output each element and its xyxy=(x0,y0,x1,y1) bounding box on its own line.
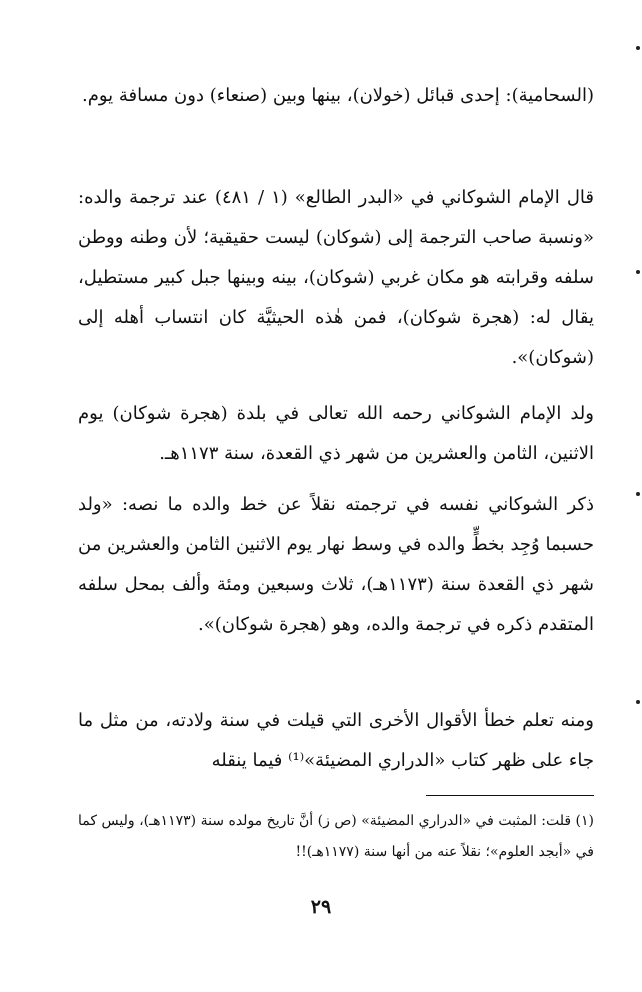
scan-mark xyxy=(636,700,640,704)
paragraph-2: قال الإمام الشوكاني في «البدر الطالع» (١ / ٤٨١) عند ترجمة والده: «ونسبة صاحب الترجمة إلى (شوكان) ليست حقيقية؛ لأن وطنه ووطن سلفه وقرابته هو مكان غربي (شوكان)، بينه وبينها جبل كبير مستطيل، يقال له: (هجرة شوكان)، فمن هٰذه الحيثيَّة كان انتساب أهله إلى (شوكان)». xyxy=(78,187,594,368)
footnote: (١) قلت: المثبت في «الدراري المضيئة» (ص ز) أنَّ تاريخ مولده سنة (١١٧٣هـ)، وليس كما في «أبجد العلوم»؛ نقلاً عنه من أنها سنة (١١٧٧هـ)!! xyxy=(78,813,594,860)
paragraph-5: ومنه تعلم خطأ الأقوال الأخرى التي قيلت في سنة ولادته، من مثل ما جاء على ظهر كتاب «الدراري المضيئة»⁽¹⁾ فيما ينقله xyxy=(78,710,594,771)
paragraph-1: (السحامية): إحدى قبائل (خولان)، بينها وبين (صنعاء) دون مسافة يوم. xyxy=(82,85,594,106)
paragraph-3: ولد الإمام الشوكاني رحمه الله تعالى في بلدة (هجرة شوكان) يوم الاثنين، الثامن والعشرين من شهر ذي القعدة، سنة ١١٧٣هـ. xyxy=(78,403,594,464)
footnote-separator xyxy=(426,795,594,796)
page-number: ٢٩ xyxy=(310,896,332,918)
paragraph-4: ذكر الشوكاني نفسه في ترجمته نقلاً عن خط والده ما نصه: «ولد حسبما وُجِد بخطٍّ والده في وسط نهار يوم الاثنين الثامن والعشرين من شهر ذي القعدة سنة (١١٧٣هـ)، ثلاث وسبعين ومئة وألف بمحل سلفه المتقدم ذكره في ترجمة والده، وهو (هجرة شوكان)». xyxy=(78,494,594,635)
scan-mark xyxy=(636,46,640,50)
scan-mark xyxy=(636,270,640,274)
scan-mark xyxy=(636,492,640,496)
